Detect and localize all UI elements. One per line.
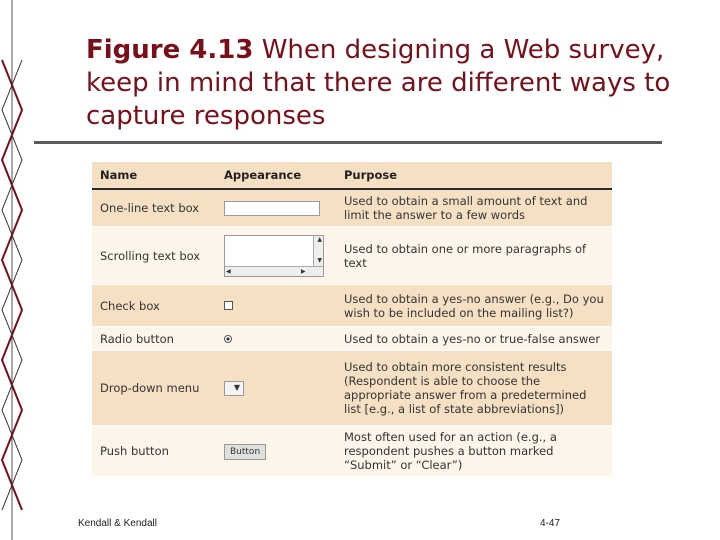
table-row <box>92 351 612 426</box>
footer-author: Kendall & Kendall <box>78 518 157 529</box>
scroll-down-arrow-icon: ▼ <box>317 256 322 264</box>
chevron-down-icon: ▼ <box>233 382 240 392</box>
row-name: Push button <box>92 426 216 477</box>
checkbox-icon <box>224 301 233 310</box>
row-appearance <box>216 227 336 285</box>
table-row <box>92 189 612 227</box>
row-appearance <box>216 189 336 227</box>
table-row <box>92 227 612 285</box>
dropdown-icon <box>224 381 244 396</box>
scrolling-text-box-icon <box>224 235 324 277</box>
text-box-icon <box>224 201 320 216</box>
header-appearance: Appearance <box>216 162 336 189</box>
row-appearance <box>216 351 336 426</box>
table-row <box>92 426 612 477</box>
push-button-icon: Button <box>224 444 266 460</box>
title-divider <box>34 141 662 144</box>
row-purpose: Most often used for an action (e.g., a respondent pushes a button marked “Submit” or “Clear”) <box>336 426 612 477</box>
header-purpose: Purpose <box>336 162 612 189</box>
row-purpose: Used to obtain a yes-no or true-false answer <box>336 327 612 351</box>
row-name: Check box <box>92 285 216 327</box>
slide-title <box>86 34 686 133</box>
row-purpose: Used to obtain a small amount of text and limit the answer to a few words <box>336 189 612 227</box>
row-appearance <box>216 327 336 351</box>
footer-page-number: 4-47 <box>540 518 561 529</box>
row-name: One-line text box <box>92 189 216 227</box>
decorative-pattern <box>0 0 30 540</box>
scroll-up-arrow-icon: ▲ <box>317 235 322 243</box>
row-purpose: Used to obtain one or more paragraphs of text <box>336 227 612 285</box>
row-appearance <box>216 285 336 327</box>
figure-number: Figure 4.13 <box>86 35 254 65</box>
radio-button-icon <box>224 335 232 343</box>
scrollbar-horizontal <box>225 266 323 276</box>
row-purpose: Used to obtain a yes-no answer (e.g., Do you wish to be included on the mailing list?) <box>336 285 612 327</box>
row-appearance <box>216 426 336 477</box>
row-name: Scrolling text box <box>92 227 216 285</box>
form-controls-table <box>92 162 612 477</box>
table-header-row <box>92 162 612 189</box>
scroll-right-arrow-icon: ▶ <box>301 267 306 275</box>
row-name: Drop-down menu <box>92 351 216 426</box>
figure-caption: When designing a Web survey, keep in mind that there are different ways to capture responses <box>86 35 671 131</box>
table-row <box>92 285 612 327</box>
row-name: Radio button <box>92 327 216 351</box>
row-purpose: Used to obtain more consistent results (Respondent is able to choose the appropriate answer from a predetermined list [e.g., a list of state abbreviations]) <box>336 351 612 426</box>
header-name: Name <box>92 162 216 189</box>
table-row <box>92 327 612 351</box>
scroll-left-arrow-icon: ◀ <box>226 267 231 275</box>
decorative-left-strip <box>0 0 30 540</box>
